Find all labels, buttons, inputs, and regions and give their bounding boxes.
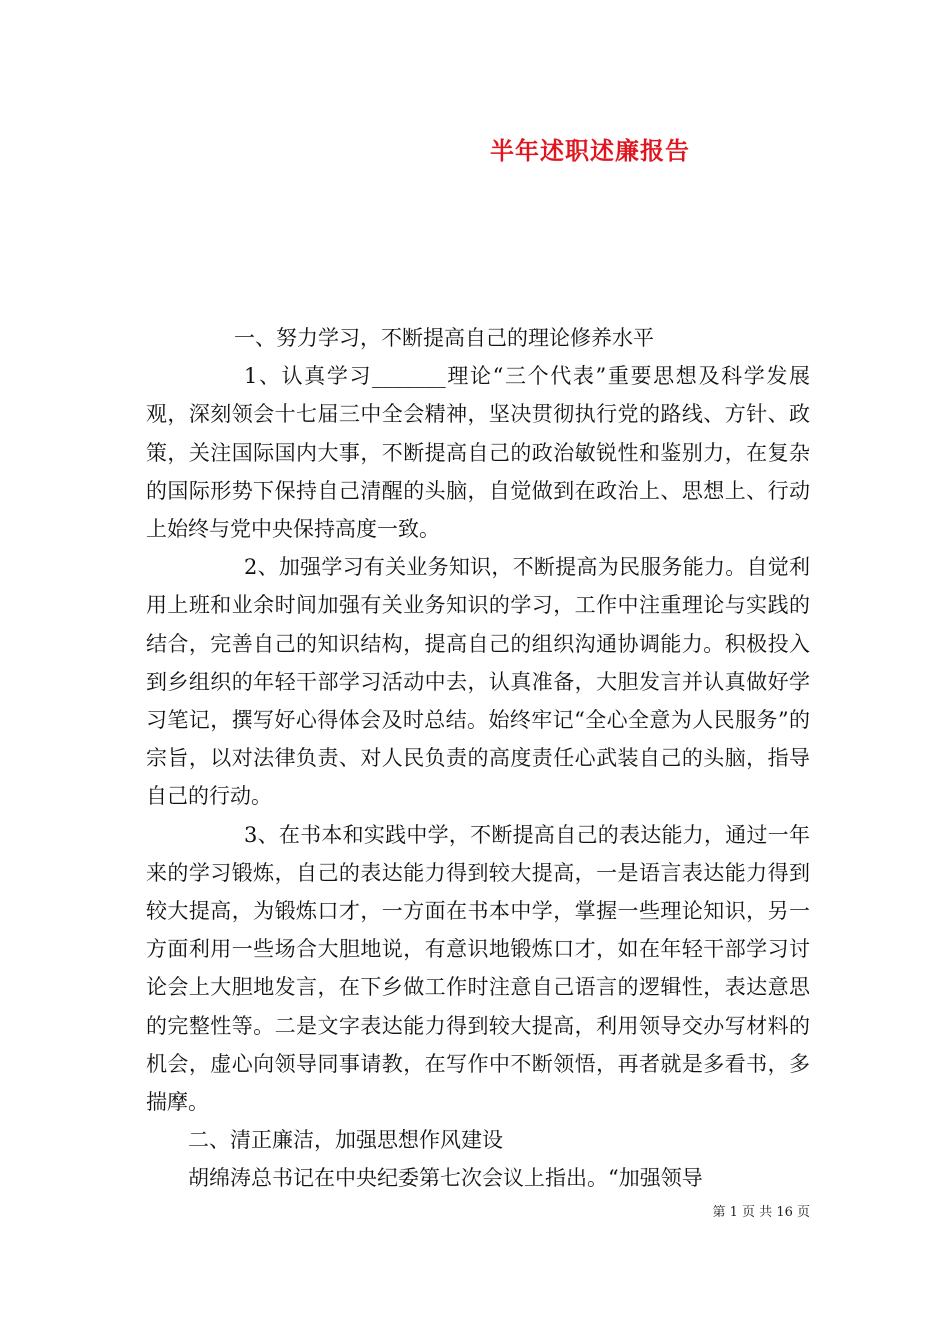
document-body	[146, 319, 810, 1198]
paragraph-4: 胡绵涛总书记在中央纪委第七次会议上指出。“加强领导	[188, 1166, 703, 1191]
paragraph-3: 3、在书本和实践中学，不断提高自己的表达能力，通过一年来的学习锻炼，自己的表达能力得到较大提高，一是语言表达能力得到较大提高，为锻炼口才，一方面在书本中学，掌握一些理论知识，另一方面利用一些场合大胆地说，有意识地锻炼口才，如在年轻干部学习讨论会上大胆地发言，在下乡做工作时注意自己语言的逻辑性，表达意思的完整性等。二是文字表达能力得到较大提高，利用领导交办写材料的机会，虚心向领导同事请教，在写作中不断领悟，再者就是多看书，多揣摩。	[146, 822, 810, 1115]
paragraph-1: 1、认真学习_______理论“三个代表”重要思想及科学发展观，深刻领会十七届三中全会精神，坚决贯彻执行党的路线、方针、政策，关注国际国内大事，不断提高自己的政治敏锐性和鉴别力，在复杂的国际形势下保持自己清醒的头脑，自觉做到在政治上、思想上、行动上始终与党中央保持高度一致。	[146, 364, 810, 542]
section-heading-2: 二、清正廉洁，加强思想作风建设	[188, 1128, 503, 1153]
page-number: 第 1 页 共 16 页	[712, 1205, 810, 1220]
document-title: 半年述职述廉报告	[490, 136, 690, 165]
section-heading-1: 一、努力学习，不断提高自己的理论修养水平	[234, 326, 654, 350]
paragraph-2: 2、加强学习有关业务知识，不断提高为民服务能力。自觉利用上班和业余时间加强有关业务知识的学习，工作中注重理论与实践的结合，完善自己的知识结构，提高自己的组织沟通协调能力。积极投入到乡组织的年轻干部学习活动中去，认真准备，大胆发言并认真做好学习笔记，撰写好心得体会及时总结。始终牢记“全心全意为人民服务”的宗旨，以对法律负责、对人民负责的高度责任心武装自己的头脑，指导自己的行动。	[146, 555, 810, 809]
